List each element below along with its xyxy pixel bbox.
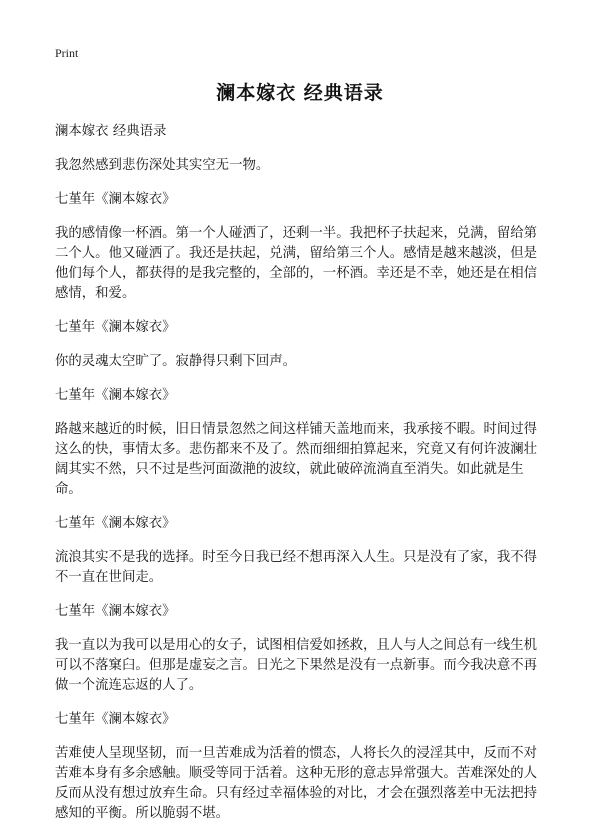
quote-source: 七堇年《澜本嫁衣》 bbox=[55, 712, 176, 727]
page-title: 澜本嫁衣 经典语录 bbox=[216, 82, 384, 104]
quote-text: 我的感情像一杯酒。第一个人碰洒了，还剩一半。我把杯子扶起来，兑满，留给第二个人。他又碰洒了。我还是扶起，兑满，留给第三个人。感情是越来越淡，但是他们每个人，都获得的是我完整的，全部的，一杯酒。幸还是不幸，她还是在相信感情，和爱。 bbox=[55, 226, 538, 301]
quote-text: 流浪其实不是我的选择。时至今日我已经不想再深入人生。只是没有了家，我不得不一直在世间走。 bbox=[55, 550, 538, 585]
quote-text: 你的灵魂太空旷了。寂静得只剩下回声。 bbox=[55, 354, 297, 369]
quote-text: 我一直以为我可以是用心的女子，试图相信爱如拯救，且人与人之间总有一线生机可以不落窠臼。但那是虚妄之言。日光之下果然是没有一点新事。而今我决意不再做一个流连忘返的人了。 bbox=[55, 638, 538, 693]
quote-source: 七堇年《澜本嫁衣》 bbox=[55, 192, 176, 207]
quote-source: 七堇年《澜本嫁衣》 bbox=[55, 516, 176, 531]
quote-text: 路越来越近的时候，旧日情景忽然之间这样铺天盖地而来，我承接不暇。时间过得这么的快，事情太多。悲伤都来不及了。然而细细拍算起来，究竟又有何许波澜壮阔其实不然，只不过是些河面潋滟的波纹，就此破碎流淌直至消失。如此就是生命。 bbox=[55, 422, 538, 497]
print-link[interactable]: Print bbox=[55, 46, 79, 60]
quote-source: 七堇年《澜本嫁衣》 bbox=[55, 320, 176, 335]
quote-source: 七堇年《澜本嫁衣》 bbox=[55, 604, 176, 619]
subtitle: 澜本嫁衣 经典语录 bbox=[55, 124, 167, 139]
quote-source: 七堇年《澜本嫁衣》 bbox=[55, 388, 176, 403]
article-body bbox=[55, 122, 550, 824]
quote-text: 苦难使人呈现坚韧，而一旦苦难成为活着的惯态，人将长久的浸淫其中，反而不对苦难本身有多余感触。顺受等同于活着。这种无形的意志异常强大。苦难深处的人反而从没有想过放弃生命。只有经过幸福体验的对比，才会在强烈落差中无法把持感知的平衡。所以脆弱不堪。 bbox=[55, 746, 538, 821]
quote-text: 我忽然感到悲伤深处其实空无一物。 bbox=[55, 158, 270, 173]
